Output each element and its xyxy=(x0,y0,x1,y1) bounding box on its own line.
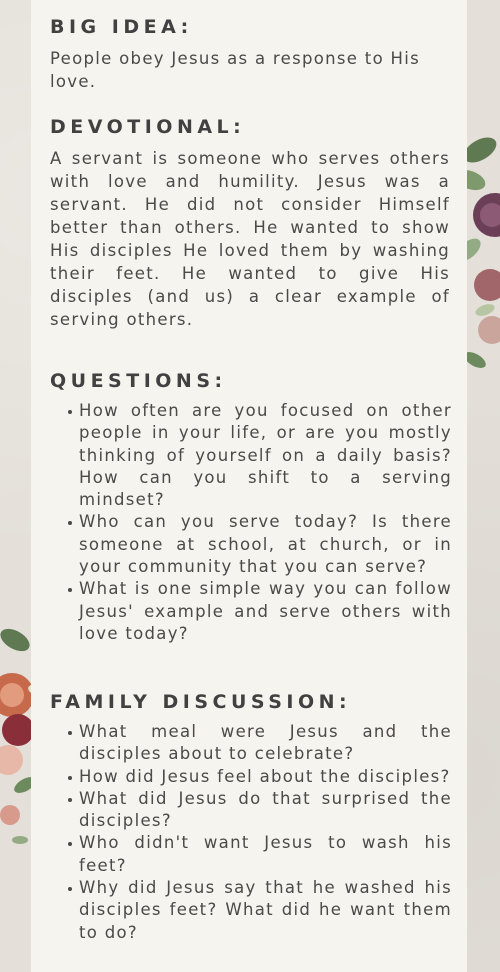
family-discussion-list xyxy=(50,721,452,944)
discussion-item: How did Jesus feel about the disciples? xyxy=(50,766,452,788)
big-idea-text: People obey Jesus as a response to His love. xyxy=(50,49,420,91)
discussion-item: What meal were Jesus and the disciples about to celebrate? xyxy=(50,721,452,766)
discussion-item: What did Jesus do that surprised the disciples? xyxy=(50,788,452,833)
question-item: Who can you serve today? Is there someone at school, at church, or in your community that you can serve? xyxy=(50,511,452,578)
questions-heading: QUESTIONS: xyxy=(50,370,227,392)
discussion-item: Who didn't want Jesus to wash his feet? xyxy=(50,832,452,877)
devotional-text: A servant is someone who serves others with love and humility. Jesus was a servant. He did not consider Himself better than others. He wanted to show His disciples He loved them by washing their feet. He wanted to give His disciples (and us) a clear example of serving others. xyxy=(50,149,450,329)
question-item: What is one simple way you can follow Jesus' example and serve others with love today? xyxy=(50,578,452,645)
questions-list xyxy=(50,400,452,645)
discussion-item: Why did Jesus say that he washed his disciples feet? What did he want them to do? xyxy=(50,877,452,944)
big-idea-heading: BIG IDEA: xyxy=(50,16,193,38)
devotional-heading: DEVOTIONAL: xyxy=(50,116,246,138)
family-discussion-heading: FAMILY DISCUSSION: xyxy=(50,691,352,713)
question-item: How often are you focused on other people in your life, or are you mostly thinking of yourself on a daily basis? How can you shift to a serving mindset? xyxy=(50,400,452,511)
